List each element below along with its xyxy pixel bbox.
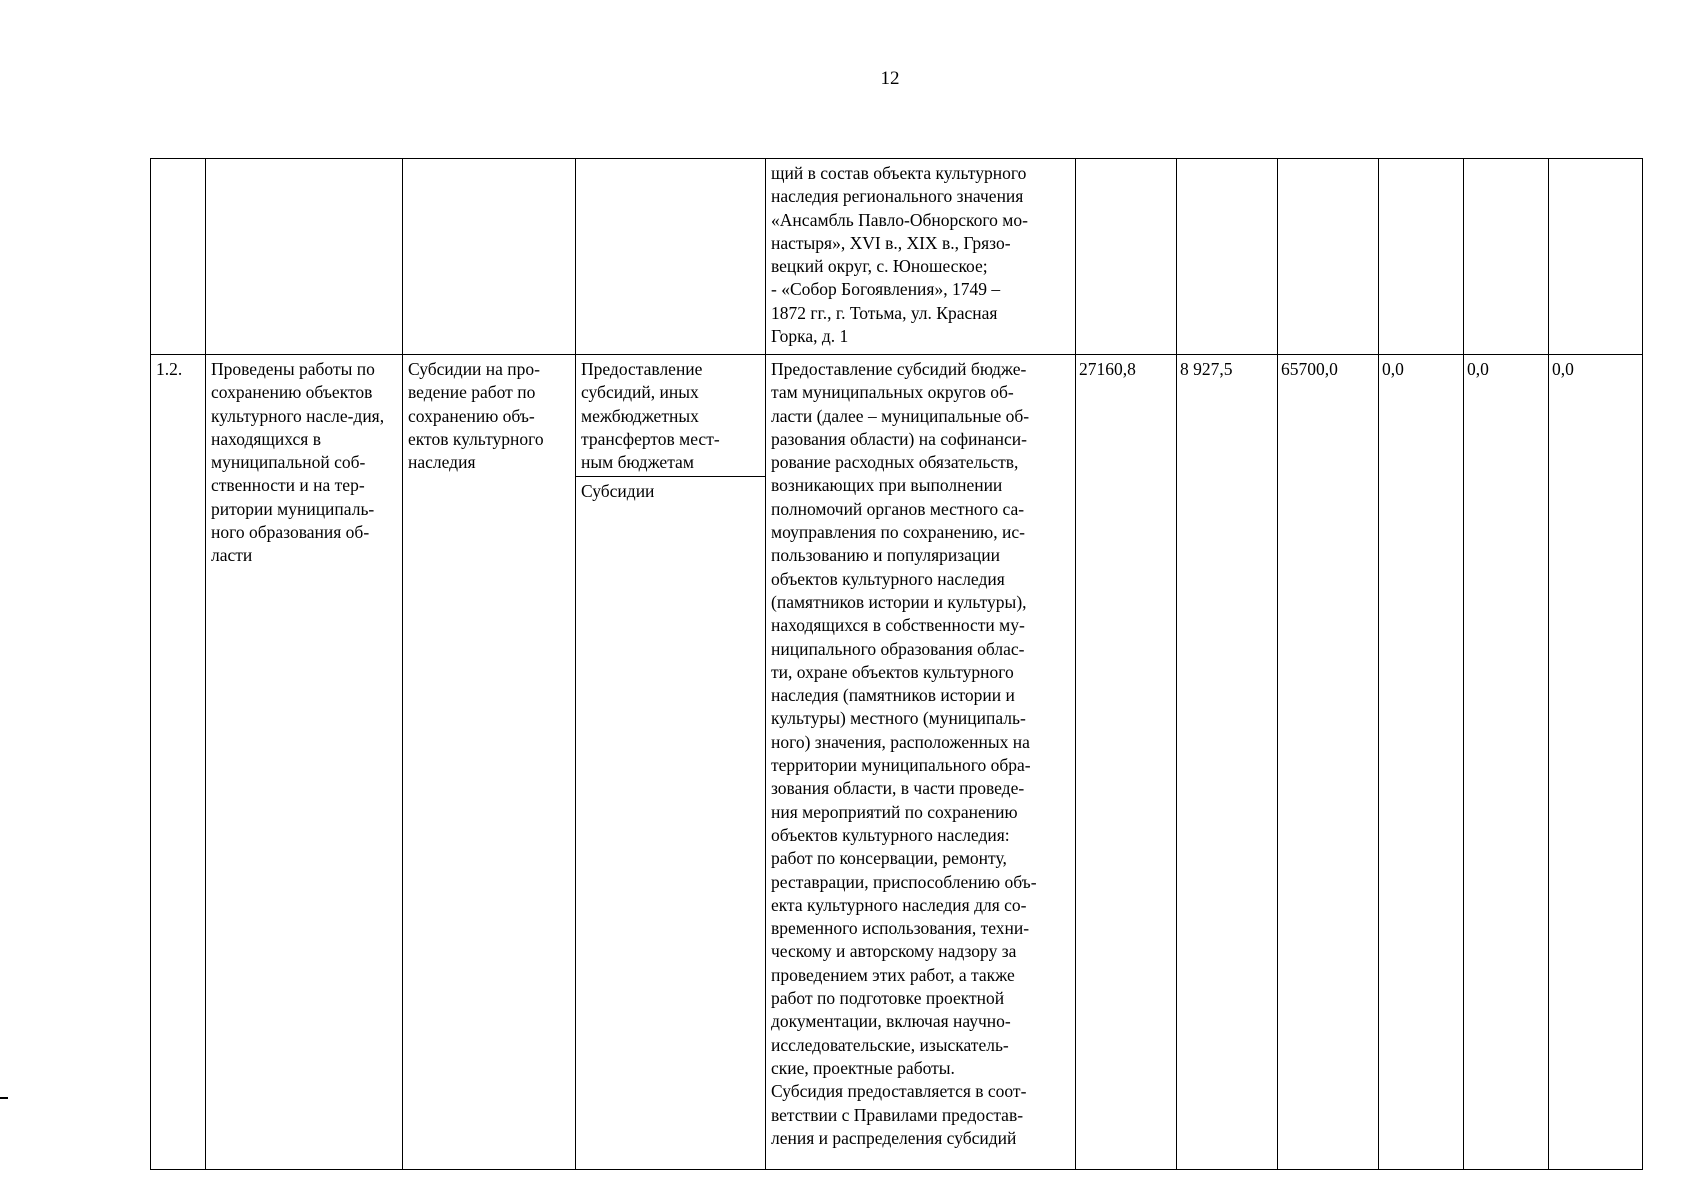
cell-value: 0,0 bbox=[1549, 355, 1643, 1170]
cell-number bbox=[151, 159, 206, 355]
cell-measure bbox=[403, 159, 576, 355]
cell-mechanism bbox=[576, 159, 766, 355]
mechanism-secondary: Субсидии bbox=[581, 481, 655, 502]
cell-task: Проведены работы по сохранению объектов культурного насле-дия, находящихся в муниципальной соб-ственности и на тер-ритории муниципаль-ного образования об-ласти bbox=[206, 355, 403, 1170]
cell-task bbox=[206, 159, 403, 355]
cell-description: щий в состав объекта культурного наследия регионального значения «Ансамбль Павло-Обнорского мо- настыря», XVI в., XIX в., Грязо- вецкий округ, с. Юношеское; - «Собор Богоявления», 1749 – 1872 гг., г. Тотьма, ул. Красная Горка, д. 1 bbox=[766, 159, 1076, 355]
cell-mechanism bbox=[576, 355, 766, 1170]
cell-number: 1.2. bbox=[151, 355, 206, 1170]
table-row-1-2 bbox=[151, 355, 1643, 1170]
budget-table bbox=[150, 158, 1643, 1170]
cell-value: 0,0 bbox=[1464, 355, 1549, 1170]
cell-description: Предоставление субсидий бюдже- там муниципальных округов об- ласти (далее – муниципальные об- разования области) на софинанси- рование расходных обязательств, возникающих при выполнении полномочий органов местного са- моуправления по сохранению, ис- пользованию и популяризации объектов культурного наследия (памятников истории и культуры), находящихся в собственности му- ниципального образования облас- ти, охране объектов культурного наследия (памятников истории и культуры) местного (муниципаль- ного) значения, расположенных на территории муниципального обра- зования области, в части проведе- ния мероприятий по сохранению объектов культурного наследия: работ по консервации, ремонту, реставрации, приспособлению объ- екта культурного наследия для со- временного использования, техни- ческому и авторскому надзору за проведением этих работ, а также работ по подготовке проектной документации, включая научно- исследовательские, изыскатель- ские, проектные работы. Субсидия предоставляется в соот- ветствии с Правилами предостав- ления и распределения субсидий bbox=[766, 355, 1076, 1170]
cell-value: 65700,0 bbox=[1278, 355, 1379, 1170]
cell-value bbox=[1177, 159, 1278, 355]
cell-value bbox=[1076, 159, 1177, 355]
cell-value: 27160,8 bbox=[1076, 355, 1177, 1170]
table-row-continuation bbox=[151, 159, 1643, 355]
cell-measure: Субсидии на про-ведение работ по сохранению объ-ектов культурного наследия bbox=[403, 355, 576, 1170]
cell-value: 8 927,5 bbox=[1177, 355, 1278, 1170]
cell-value: 0,0 bbox=[1379, 355, 1464, 1170]
mechanism-primary: Предоставление субсидий, иных межбюджетных трансфертов мест- ным бюджетам bbox=[576, 355, 765, 477]
cell-value bbox=[1379, 159, 1464, 355]
cell-value bbox=[1549, 159, 1643, 355]
page-number: 12 bbox=[880, 68, 900, 89]
cell-value bbox=[1278, 159, 1379, 355]
cell-value bbox=[1464, 159, 1549, 355]
mechanism-subcells bbox=[576, 355, 765, 506]
margin-mark bbox=[0, 1097, 8, 1099]
